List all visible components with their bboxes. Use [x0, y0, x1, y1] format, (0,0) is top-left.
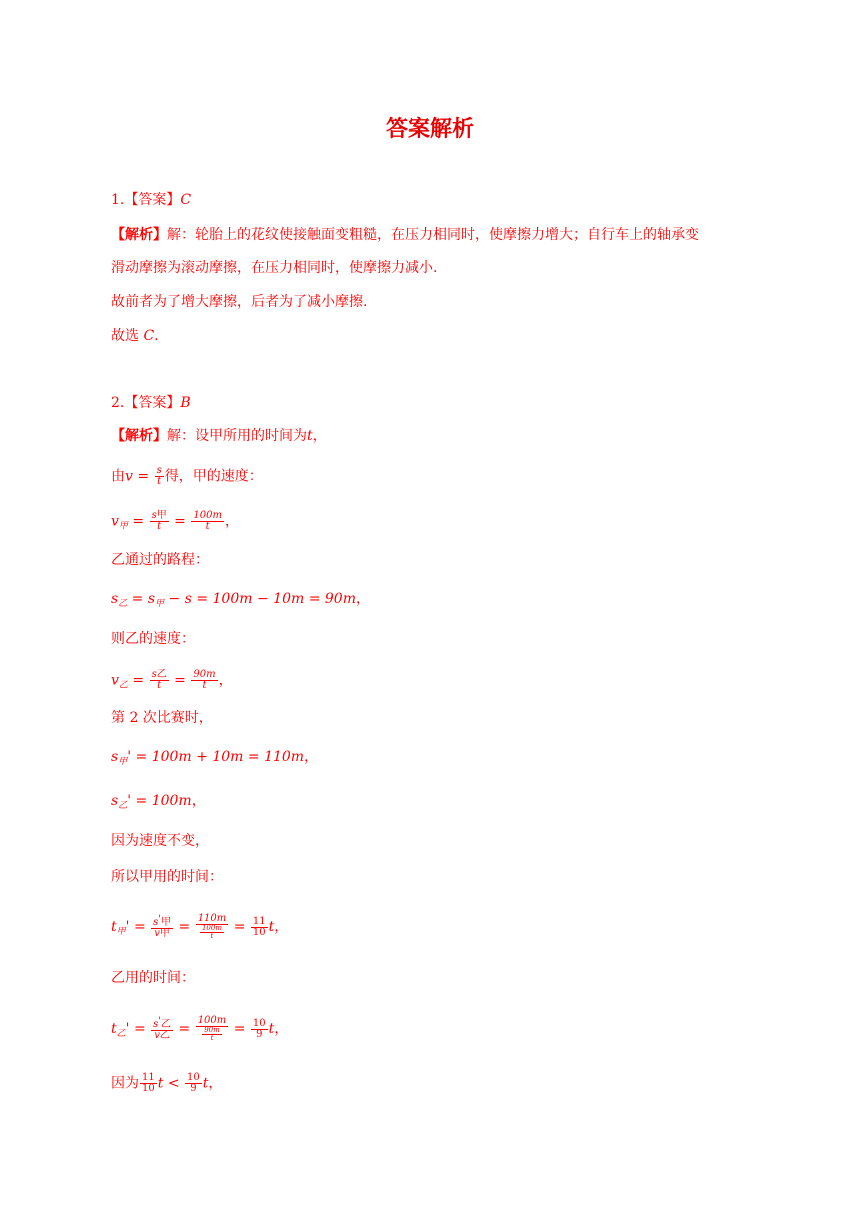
var-t: t	[157, 1075, 164, 1092]
var-t: t	[268, 1021, 275, 1037]
fraction-10-over-9	[185, 1073, 202, 1094]
eq-sign: =	[191, 591, 213, 607]
value-10m: 10m	[273, 591, 305, 607]
fraction-10-over-9	[251, 1019, 268, 1040]
frac-den: t	[150, 680, 169, 691]
frac-num: 100m	[193, 510, 222, 521]
q1-answer-line	[111, 190, 191, 210]
value-100m: 100m	[151, 749, 192, 765]
plus-sign: +	[191, 749, 213, 765]
q2-formula-s-yi	[111, 589, 370, 614]
frac-num: 11	[252, 915, 266, 927]
prime: '	[127, 793, 132, 809]
sub-yi: 乙	[116, 1029, 126, 1039]
eq-sign: =	[127, 513, 149, 530]
var-v: v	[111, 672, 119, 689]
var-s: s	[184, 591, 192, 607]
q2-text-11: 因为速度不变，	[111, 833, 209, 849]
eq-sign: =	[169, 672, 191, 689]
sub-jia: 甲	[156, 510, 167, 521]
q1-text-2: 滑动摩擦为滚动摩擦，在压力相同时，使摩擦力减小.	[111, 260, 438, 276]
page-title: 答案解析	[385, 117, 474, 142]
frac-num: 90m	[204, 1026, 220, 1034]
sub-yi: 乙	[161, 1019, 172, 1030]
eq-sign: =	[174, 919, 195, 935]
q2-text-1: 解：设甲所用的时间为	[167, 428, 307, 444]
var-v: v	[154, 1030, 160, 1041]
q2-formula-v-jia	[111, 511, 239, 537]
frac-num: 11	[142, 1072, 155, 1083]
eq-sign: =	[127, 672, 149, 689]
sub-yi: 乙	[118, 599, 128, 609]
frac-num	[150, 670, 169, 680]
frac-num: 100m	[197, 1015, 227, 1026]
frac-den: t	[155, 476, 164, 487]
var-v: v	[125, 468, 133, 485]
sub-yi: 乙	[156, 669, 167, 680]
frac-den	[196, 924, 229, 940]
frac-num: 10	[187, 1072, 200, 1083]
q2-answer: B	[180, 395, 191, 411]
value-90m: 90m	[324, 591, 356, 607]
q2-formula-t-yi-prime	[111, 1016, 288, 1044]
fraction-110m-over-vjia	[196, 914, 229, 940]
q2-formula-s-yi-prime	[111, 791, 206, 816]
eq-sign: =	[129, 1021, 151, 1037]
frac-den: t	[191, 680, 217, 691]
q1-text-1: 解：轮胎上的花纹使接触面变粗糙，在压力相同时，使摩擦力增大；自行车上的轴承变	[167, 227, 699, 243]
sub-jia: 甲	[118, 521, 128, 532]
comma: ，	[274, 1021, 289, 1037]
fraction-syi-over-vyi	[151, 1017, 173, 1041]
q2-text-2-pre: 由	[111, 468, 125, 485]
value-110m: 110m	[264, 749, 305, 765]
q2-analysis-line1	[111, 426, 327, 446]
var-s: s	[153, 917, 159, 928]
comma: ，	[274, 919, 289, 935]
var-v: v	[154, 928, 160, 939]
frac-den	[196, 1026, 229, 1042]
fraction-sjia-over-vjia	[151, 915, 173, 939]
q2-formula-t-jia-prime	[111, 914, 288, 942]
less-than-sign: <	[163, 1075, 185, 1092]
q2-var-t: t	[307, 428, 313, 444]
q1-answer: C	[180, 192, 192, 208]
q2-text-14: 乙用的时间：	[111, 970, 195, 986]
comma: ，	[355, 591, 370, 607]
fraction-100m-over-t	[200, 925, 224, 940]
frac-den: 9	[251, 1029, 268, 1040]
frac-den: t	[150, 521, 169, 532]
sub-yi: 乙	[159, 1030, 170, 1041]
prime: '	[125, 1021, 130, 1037]
eq-sign: =	[304, 591, 325, 607]
q2-comparison	[111, 1073, 222, 1094]
fraction-sjia-over-t	[150, 511, 169, 532]
eq-sign: =	[169, 513, 191, 530]
sub-jia: 甲	[118, 757, 128, 767]
frac-den: t	[200, 932, 224, 940]
frac-den: 9	[185, 1083, 202, 1094]
comma: ，	[304, 749, 319, 765]
sub-jia: 甲	[159, 928, 170, 939]
comma: ，	[208, 1075, 223, 1092]
q2-text-4: 乙通过的路程：	[111, 552, 209, 568]
fraction-100m-over-vyi	[196, 1016, 229, 1042]
frac-num: 10	[252, 1017, 266, 1029]
fraction-s-over-t	[155, 466, 164, 487]
value-10m: 10m	[212, 749, 244, 765]
q2-text-16-pre: 因为	[111, 1075, 139, 1092]
q1-answer-label: 1.【答案】	[111, 192, 181, 208]
var-s: s	[147, 591, 156, 607]
frac-den	[151, 928, 173, 939]
q2-text-1-end: ，	[312, 428, 327, 444]
q1-text-3: 故前者为了增大摩擦，后者为了减小摩擦.	[111, 294, 368, 310]
sub-jia: 甲	[155, 599, 165, 609]
minus-sign: −	[164, 591, 185, 607]
q1-conclusion-post: .	[154, 328, 159, 344]
frac-num: 90m	[193, 669, 216, 680]
frac-num: 100m	[201, 924, 222, 932]
q2-formula-s-jia-prime	[111, 747, 318, 772]
q2-formula-v-yi	[111, 670, 233, 696]
eq-sign: =	[127, 591, 148, 607]
var-s: s	[111, 749, 119, 765]
q1-conclusion-var: C	[143, 328, 155, 344]
var-s: s	[151, 669, 157, 680]
eq-sign: =	[132, 468, 154, 485]
var-v: v	[111, 513, 119, 530]
fraction-90m-over-t	[191, 670, 217, 691]
sub-jia: 甲	[116, 927, 126, 937]
q2-text-8: 第 2 次比赛时，	[111, 710, 213, 726]
comma: ，	[218, 672, 233, 689]
q1-conclusion	[111, 326, 159, 346]
var-s: s	[153, 1019, 159, 1030]
frac-num	[150, 511, 169, 521]
q2-text-12: 所以甲用的时间：	[111, 869, 223, 885]
value-100m: 100m	[151, 793, 192, 809]
var-t: t	[111, 1021, 117, 1037]
q2-answer-line	[111, 393, 191, 413]
frac-den: 10	[252, 926, 266, 938]
var-s: s	[151, 510, 157, 521]
eq-sign: =	[229, 1021, 250, 1037]
eq-sign: =	[243, 749, 265, 765]
sub-jia: 甲	[161, 917, 172, 928]
sub-yi: 乙	[118, 680, 128, 691]
fraction-100m-over-t	[191, 511, 224, 532]
fraction-11-over-10	[140, 1073, 157, 1094]
prime: '	[158, 1016, 162, 1027]
q2-text-2-post: 得，甲的速度：	[164, 468, 263, 485]
eq-sign: =	[229, 919, 250, 935]
var-s: s	[111, 793, 119, 809]
prime: '	[158, 914, 162, 925]
q1-conclusion-pre: 故选	[111, 328, 139, 344]
frac-num	[151, 915, 173, 928]
q2-analysis-label: 【解析】	[111, 428, 167, 444]
sub-yi: 乙	[118, 801, 128, 811]
fraction-11-over-10	[251, 917, 268, 938]
frac-num	[151, 1017, 173, 1030]
frac-den: t	[191, 521, 224, 532]
var-t: t	[111, 919, 117, 935]
frac-den	[151, 1030, 173, 1041]
q1-analysis-label: 【解析】	[111, 227, 167, 243]
fraction-90m-over-t	[202, 1027, 222, 1042]
frac-den: t	[202, 1034, 222, 1042]
var-t: t	[202, 1075, 209, 1092]
value-100m: 100m	[212, 591, 253, 607]
fraction-syi-over-t	[150, 670, 169, 691]
eq-sign: =	[129, 919, 151, 935]
var-t: t	[268, 919, 275, 935]
frac-num: 110m	[197, 913, 227, 924]
frac-den: 10	[142, 1083, 155, 1094]
q2-text-6: 则乙的速度：	[111, 631, 195, 647]
q2-formula-velocity	[111, 466, 263, 487]
prime: '	[125, 919, 130, 935]
comma: ，	[191, 793, 206, 809]
eq-sign: =	[174, 1021, 195, 1037]
q1-analysis-line1	[111, 225, 699, 245]
var-s: s	[111, 591, 119, 607]
minus-sign: −	[252, 591, 274, 607]
eq-sign: =	[131, 793, 152, 809]
q2-answer-label: 2.【答案】	[111, 395, 181, 411]
eq-sign: =	[131, 749, 152, 765]
frac-num: s	[156, 465, 162, 476]
comma: ，	[224, 513, 239, 530]
prime: '	[127, 749, 132, 765]
